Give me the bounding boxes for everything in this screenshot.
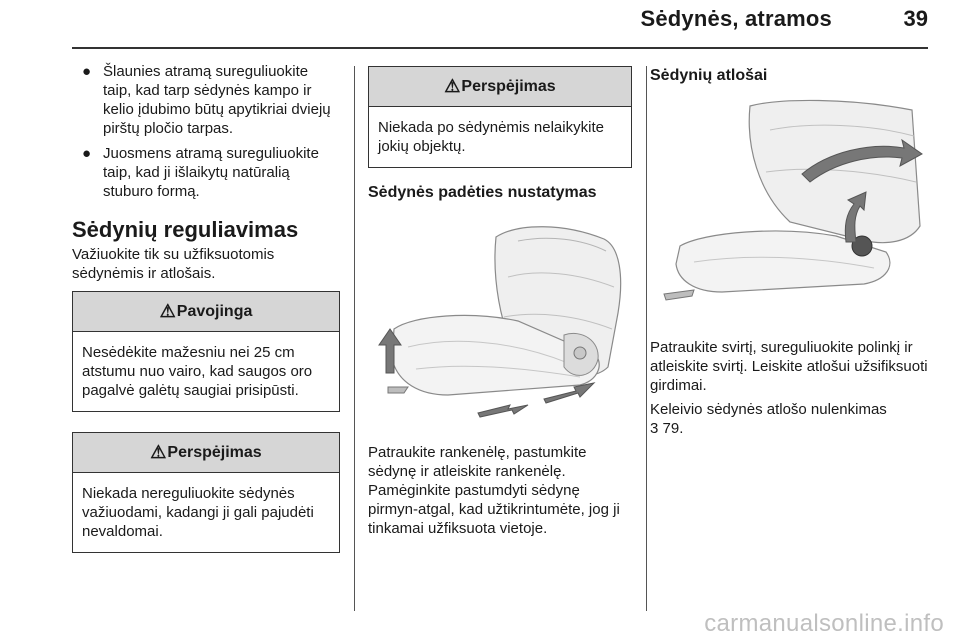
warning-triangle-icon: ⚠ bbox=[150, 442, 167, 462]
caution-box-header: ⚠ Perspėjimas bbox=[369, 67, 631, 107]
caution-box-text: Niekada po sėdynėmis nelaikykite jokių objektų. bbox=[378, 119, 604, 155]
intro-text: Važiuokite tik su užfiksuotomis sėdynėmis ir atlošais. bbox=[72, 246, 275, 282]
warning-triangle-icon: ⚠ bbox=[159, 301, 176, 321]
page-reference[interactable]: 79. bbox=[658, 420, 684, 437]
danger-box bbox=[72, 291, 340, 412]
section-title: Sėdynių reguliavimas bbox=[72, 217, 299, 242]
middle-column bbox=[368, 66, 632, 538]
page-header-title: Sėdynės, atramos bbox=[640, 6, 832, 31]
bullet-list bbox=[72, 62, 340, 201]
caution-box-text: Niekada nereguliuokite sėdynės važiuodami, kadangi ji gali pajudėti nevaldomai. bbox=[82, 485, 314, 540]
header-rule bbox=[72, 47, 928, 49]
left-column bbox=[72, 62, 340, 553]
page-reference-arrow-icon: 3 bbox=[650, 420, 659, 437]
right-column bbox=[650, 66, 930, 438]
list-item: ● Juosmens atramą sureguliuokite taip, kad ji išlaikytų natūralią stuburo formą. bbox=[82, 145, 319, 200]
danger-box-text: Nesėdėkite mažesniu nei 25 cm atstumu nuo vairo, kad saugos oro pagalvė galėtų saugiai prisipūsti. bbox=[82, 344, 313, 399]
page-number: 39 bbox=[903, 6, 928, 31]
list-item: ● Šlaunies atramą sureguliuokite taip, kad tarp sėdynės kampo ir kelio įdubimo būtų apytikriai dviejų pirštų pločio tarpas. bbox=[82, 63, 331, 137]
column-divider bbox=[646, 66, 647, 611]
seat-backrest-illustration bbox=[650, 96, 930, 308]
caution-box bbox=[72, 432, 340, 553]
watermark: carmanualsonline.info bbox=[704, 610, 944, 637]
instruction-text: Pamėginkite pastumdyti sėdynę pirmyn-atgal, kad užtikrintumėte, jog ji tinkamai užfiksuota vietoje. bbox=[368, 482, 620, 537]
warning-triangle-icon: ⚠ bbox=[444, 76, 461, 96]
danger-box-header: ⚠ Pavojinga bbox=[73, 292, 339, 332]
subheading: Sėdynių atlošai bbox=[650, 67, 768, 84]
bullet-icon: ● bbox=[82, 63, 92, 80]
caution-box bbox=[368, 66, 632, 168]
subheading: Sėdynės padėties nustatymas bbox=[368, 184, 597, 201]
reference-text: Keleivio sėdynės atlošo nulenkimas 3 79. bbox=[650, 401, 887, 437]
instruction-text: Patraukite svirtį, sureguliuokite polinkį ir atleiskite svirtį. Leiskite atlošui užsifiksuoti girdimai. bbox=[650, 339, 928, 394]
caution-box-header: ⚠ Perspėjimas bbox=[73, 433, 339, 473]
bullet-icon: ● bbox=[82, 145, 92, 162]
instruction-text: Patraukite rankenėlę, pastumkite sėdynę ir atleiskite rankenėlę. bbox=[368, 444, 587, 480]
seat-position-illustration bbox=[368, 217, 632, 429]
column-divider bbox=[354, 66, 355, 611]
